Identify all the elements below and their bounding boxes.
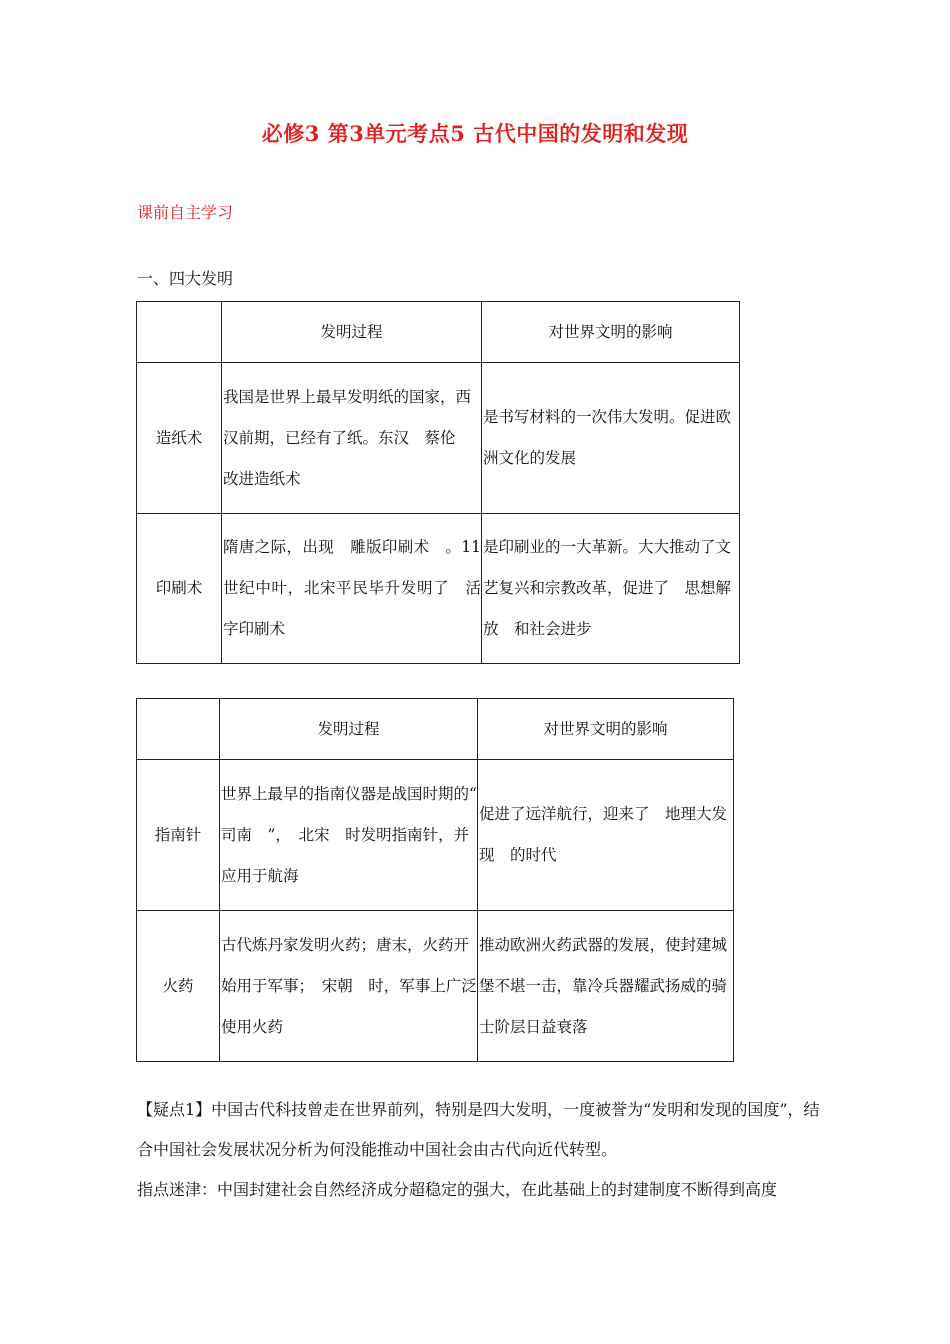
question-paragraph: 【疑点1】中国古代科技曾走在世界前列，特别是四大发明，一度被誉为“发明和发现的国度”，结合中国社会发展状况分析为何没能推动中国社会由古代向近代转型。 — [137, 1100, 820, 1159]
invention-process: 古代炼丹家发明火药；唐末，火药开始用于军事； 宋朝 时，军事上广泛使用火药 — [220, 911, 478, 1062]
table-row — [137, 760, 734, 911]
invention-name: 指南针 — [137, 760, 220, 911]
inventions-table-2 — [136, 698, 734, 1062]
invention-process: 世界上最早的指南仪器是战国时期的“ 司南 ”， 北宋 时发明指南针，并应用于航海 — [220, 760, 478, 911]
page-title: 必修3 第3单元考点5 古代中国的发明和发现 — [261, 121, 689, 146]
table-row — [137, 911, 734, 1062]
col-header-impact: 对世界文明的影响 — [478, 699, 734, 760]
table-row — [137, 514, 740, 664]
invention-name: 火药 — [137, 911, 220, 1062]
invention-name: 印刷术 — [137, 514, 222, 664]
col-header-process: 发明过程 — [220, 699, 478, 760]
table-header-row — [137, 302, 740, 363]
invention-name: 造纸术 — [137, 363, 222, 514]
invention-impact: 推动欧洲火药武器的发展，使封建城堡不堪一击，靠冷兵器耀武扬威的骑士阶层日益衰落 — [478, 911, 734, 1062]
invention-impact: 是书写材料的一次伟大发明。促进欧洲文化的发展 — [482, 363, 740, 514]
invention-impact: 促进了远洋航行，迎来了 地理大发现 的时代 — [478, 760, 734, 911]
table-header-row — [137, 699, 734, 760]
col-header-process: 发明过程 — [222, 302, 482, 363]
answer-paragraph: 指点迷津：中国封建社会自然经济成分超稳定的强大，在此基础上的封建制度不断得到高度 — [137, 1180, 778, 1199]
inventions-table-1 — [136, 301, 740, 664]
table-corner-cell — [137, 699, 220, 760]
invention-process: 隋唐之际，出现 雕版印刷术 。11世纪中叶，北宋平民毕升发明了 活字印刷术 — [222, 514, 482, 664]
table-corner-cell — [137, 302, 222, 363]
section-heading: 课前自主学习 — [137, 203, 234, 222]
invention-process: 我国是世界上最早发明纸的国家，西汉前期，已经有了纸。东汉 蔡伦 改进造纸术 — [222, 363, 482, 514]
col-header-impact: 对世界文明的影响 — [482, 302, 740, 363]
subsection-heading: 一、四大发明 — [137, 269, 234, 288]
invention-impact: 是印刷业的一大革新。大大推动了文艺复兴和宗教改革，促进了 思想解放 和社会进步 — [482, 514, 740, 664]
table-row — [137, 363, 740, 514]
